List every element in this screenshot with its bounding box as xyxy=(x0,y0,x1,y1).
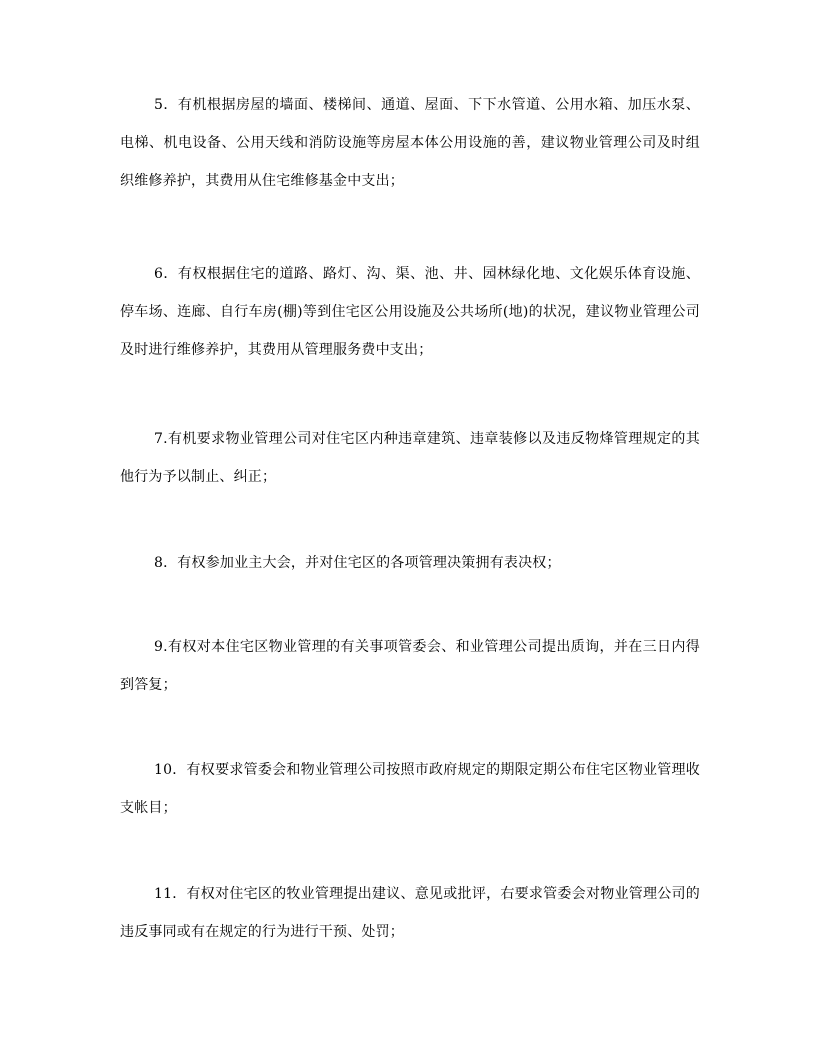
paragraph-item-8: 8．有权参加业主大会，并对住宅区的各项管理决策拥有表决权； xyxy=(154,555,561,571)
paragraph-item-11: 11．有权对住宅区的牧业管理提出建议、意见或批评，右要求管委会对物业管理公司的违反事同或有在规定的行为进行干预、处罚； xyxy=(120,886,700,940)
paragraph-item-9: 9.有权对本住宅区物业管理的有关事项管委会、和业管理公司提出质询，并在三日内得到答复； xyxy=(120,639,700,693)
paragraph-item-6: 6．有权根据住宅的道路、路灯、沟、渠、池、井、园林绿化地、文化娱乐体育设施、停车场、连廊、自行车房(棚)等到住宅区公用设施及公共场所(地)的状况，建议物业管理公司及时进行维修养护，其费用从管理服务费中支出； xyxy=(120,266,700,358)
paragraph-item-10: 10．有权要求管委会和物业管理公司按照市政府规定的期限定期公布住宅区物业管理收支帐目； xyxy=(120,762,700,816)
paragraph-item-7: 7.有机要求物业管理公司对住宅区内种违章建筑、违章装修以及违反物烽管理规定的其他行为予以制止、纠正； xyxy=(120,431,700,485)
paragraph-item-5: 5．有机根据房屋的墙面、楼梯间、通道、屋面、下下水管道、公用水箱、加压水泵、电梯、机电设备、公用天线和消防设施等房屋本体公用设施的善，建议物业管理公司及时组织维修养护，其费用从住宅维修基金中支出； xyxy=(120,97,700,189)
